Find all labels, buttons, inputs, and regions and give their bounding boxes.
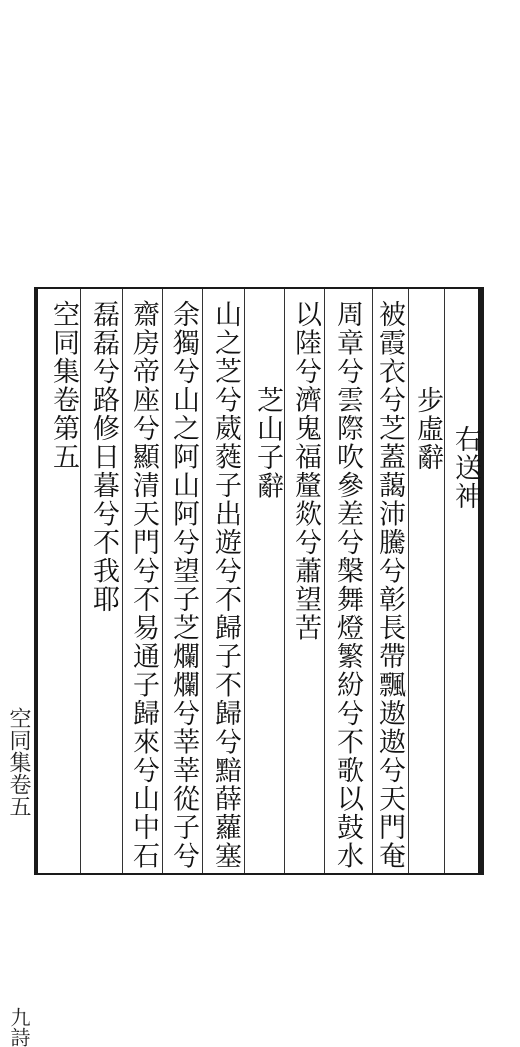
column-rule: [284, 289, 285, 873]
text-block-right-border: [478, 287, 484, 875]
column-rule: [162, 289, 163, 873]
text-column-6: 齋房帝座兮顯清天門兮不易通子歸來兮山中石: [128, 300, 159, 870]
text-column-2: 周章兮雲際吹參差兮槃舞燈繁紛兮不歌以鼓水: [332, 300, 363, 870]
text-column-1: 被霞衣兮芝蓋藹沛騰兮彰長帶飄遨遨兮天門奄: [374, 300, 405, 870]
section-heading-buxu: 步虛辭: [412, 386, 443, 472]
text-column-3: 以陸兮濟鬼福釐欻兮蕭望苦: [290, 300, 321, 642]
margin-label: 詩: [7, 1027, 31, 1047]
column-rule: [80, 289, 81, 873]
column-rule: [444, 289, 445, 873]
margin-page-number: [6, 1007, 32, 1047]
volume-end-title: 空同集卷第五: [48, 300, 79, 471]
fold-margin: [0, 287, 36, 1047]
text-column-7: 磊磊兮路修日暮兮不我耶: [88, 300, 119, 614]
section-heading-song: 右送神: [450, 425, 481, 511]
text-column-4: 山之芝兮葳蕤子出遊兮不歸子不歸兮黯薛蘿塞: [210, 300, 241, 870]
column-rule: [324, 289, 325, 873]
margin-page: 九: [7, 1007, 31, 1027]
column-rule: [408, 289, 409, 873]
text-column-5: 余獨兮山之阿山阿兮望子芝爛爛兮莘莘從子兮: [168, 300, 199, 870]
margin-title: 空同集卷五: [6, 707, 31, 817]
section-heading-zhishanzi: 芝山子辭: [252, 386, 283, 500]
column-rule: [202, 289, 203, 873]
column-rule: [244, 289, 245, 873]
column-rule: [122, 289, 123, 873]
